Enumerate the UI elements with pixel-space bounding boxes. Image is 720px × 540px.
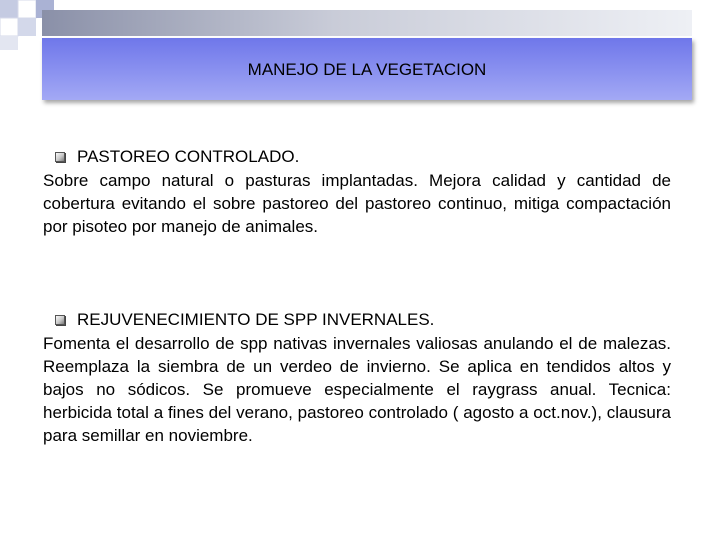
section-heading: REJUVENECIMIENTO DE SPP INVERNALES. (77, 310, 435, 329)
section-heading-row (43, 308, 671, 332)
square-bullet-icon (55, 315, 65, 325)
square-bullet-icon (55, 152, 65, 162)
section-pastoreo (43, 145, 671, 238)
section-heading-row (43, 145, 671, 169)
slide-title: MANEJO DE LA VEGETACION (247, 60, 487, 79)
section-rejuvenecimiento (43, 308, 671, 447)
section-heading: PASTOREO CONTROLADO. (77, 147, 300, 166)
section-body: Fomenta el desarrollo de spp nativas invernales valiosas anulando el de malezas. Reemplaza la siembra de un verdeo de invierno. Se aplica en tendidos altos y bajos no sódicos. Se promueve especialmente el raygrass anual. Tecnica: herbicida total a fines del verano, pastoreo controlado ( agosto a oct.nov.), clausura para semillar en noviembre. (43, 334, 671, 445)
top-decor-stripe (42, 10, 692, 36)
section-body: Sobre campo natural o pasturas implantadas. Mejora calidad y cantidad de cobertura evitando el sobre pastoreo del pastoreo continuo, mitiga compactación por pisoteo por manejo de animales. (43, 171, 671, 236)
title-bar (42, 38, 692, 100)
